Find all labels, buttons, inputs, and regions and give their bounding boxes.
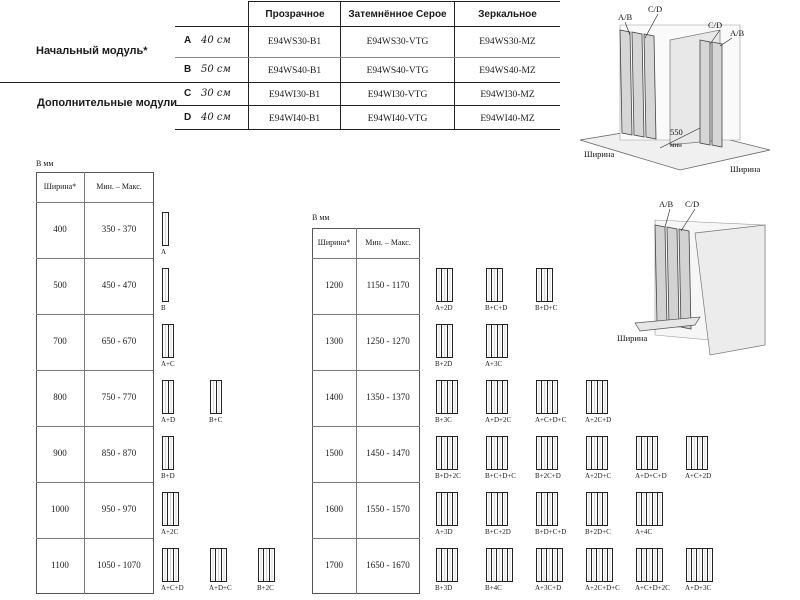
diagram2-label-cd: C/D <box>685 199 700 209</box>
panel-config-label: A+2D <box>435 304 453 312</box>
panel-segment <box>163 213 168 245</box>
panel-segment <box>498 269 502 301</box>
code-d-mirror: E94WI40-MZ <box>480 114 535 124</box>
left-table-frame <box>36 172 154 594</box>
panel-config-label: B+4C <box>485 584 502 592</box>
panel-segment <box>553 437 557 469</box>
left-table-cell-width: 800 <box>53 392 67 402</box>
panel-config-icon <box>436 268 453 302</box>
panel-config-label: B+D+C+D <box>535 528 567 536</box>
panel-segment <box>169 381 174 413</box>
panel-segment <box>163 269 168 301</box>
panel-config-icon <box>436 380 458 414</box>
panel-config-label: B+C+D+C <box>485 472 516 480</box>
diagram-width-label-2: Ширина <box>730 164 761 174</box>
panel-config-icon <box>162 492 179 526</box>
left-table-cell-range: 650 - 670 <box>101 336 137 346</box>
panel-config-label: A+D+C+D <box>635 472 667 480</box>
panel-config-icon <box>536 268 553 302</box>
module-letter-c: C <box>184 88 192 99</box>
panel-segment <box>503 437 507 469</box>
panel-config-label: A+C+2D <box>685 472 712 480</box>
panel-config-icon <box>586 548 613 582</box>
module-size-a: 40 см <box>201 35 231 46</box>
panel-config-icon <box>210 548 227 582</box>
panel-config-icon <box>486 268 503 302</box>
panel-segment <box>553 493 557 525</box>
code-a-clear: E94WS30-B1 <box>267 37 322 47</box>
panel-config-icon <box>486 324 508 358</box>
panel-config-label: A+3C+D <box>535 584 562 592</box>
left-table-cell-range: 350 - 370 <box>101 224 137 234</box>
right-table-cell-range: 1250 - 1270 <box>366 336 410 346</box>
panel-segment <box>169 437 174 469</box>
right-table-cell-width: 1700 <box>325 560 343 570</box>
code-a-mirror: E94WS30-MZ <box>479 37 536 47</box>
panel-config-icon <box>162 380 174 414</box>
panel-segment <box>658 493 662 525</box>
left-table-cell-range: 750 - 770 <box>101 392 137 402</box>
panel-config-label: A+3D <box>435 528 453 536</box>
panel-config-icon <box>586 492 608 526</box>
panel-config-label: B+2C <box>257 584 274 592</box>
panel-config-icon <box>536 548 563 582</box>
left-table-header-width: Ширина* <box>43 182 77 191</box>
left-table-cell-width: 1000 <box>51 504 69 514</box>
panel-segment <box>217 381 222 413</box>
right-table-cell-range: 1650 - 1670 <box>366 560 410 570</box>
panel-config-label: B <box>161 304 166 312</box>
panel-segment <box>448 325 452 357</box>
panel-segment <box>453 437 457 469</box>
code-c-mirror: E94WI30-MZ <box>480 90 535 100</box>
panel-config-label: A+C+D+2C <box>635 584 670 592</box>
panel-config-label: B+3C <box>435 416 452 424</box>
column-header-mirror: Зеркальное <box>478 9 537 20</box>
panel-config-label: A+C+D+C <box>535 416 567 424</box>
panel-config-label: B+2D <box>435 360 453 368</box>
panel-segment <box>503 493 507 525</box>
panel-config-label: B+3D <box>435 584 453 592</box>
module-letter-a: A <box>184 35 192 46</box>
panel-config-icon <box>162 212 169 246</box>
panel-segment <box>508 549 512 581</box>
panel-config-icon <box>258 548 275 582</box>
code-c-clear: E94WI30-B1 <box>268 90 321 100</box>
module-letter-d: D <box>184 112 192 123</box>
group-label-extra-modules: Дополнительные модули <box>37 97 178 109</box>
diagram-width-label: Ширина <box>584 149 615 159</box>
panel-segment <box>603 381 607 413</box>
left-table-cell-width: 400 <box>53 224 67 234</box>
panel-segment <box>708 549 712 581</box>
right-table-frame <box>312 228 420 594</box>
left-table-cell-width: 500 <box>53 280 67 290</box>
diagram2-width-label: Ширина <box>617 333 648 343</box>
panel-segment <box>503 325 507 357</box>
panel-segment <box>174 493 178 525</box>
panel-config-icon <box>686 548 713 582</box>
diagram-label-ab: A/B <box>618 12 633 22</box>
right-table-cell-range: 1350 - 1370 <box>366 392 410 402</box>
panel-segment <box>169 325 174 357</box>
panel-segment <box>503 381 507 413</box>
panel-segment <box>453 493 457 525</box>
code-c-tinted: E94WI30-VTG <box>367 90 428 100</box>
panel-config-label: A+D <box>161 416 176 424</box>
panel-config-label: B+D+2C <box>435 472 461 480</box>
panel-segment <box>453 549 457 581</box>
panel-segment <box>558 549 562 581</box>
code-b-tinted: E94WS40-VTG <box>366 66 429 76</box>
diagram-label-ab-2: A/B <box>730 28 745 38</box>
left-table-cell-range: 450 - 470 <box>101 280 137 290</box>
panel-config-label: B+D+C <box>535 304 558 312</box>
left-table-cell-width: 700 <box>53 336 67 346</box>
panel-segment <box>453 381 457 413</box>
panel-config-icon <box>586 436 608 470</box>
module-letter-b: B <box>184 64 192 75</box>
shower-diagram-top <box>570 0 800 180</box>
panel-config-label: A+2C+D <box>585 416 612 424</box>
code-b-clear: E94WS40-B1 <box>267 66 322 76</box>
left-table-cell-range: 850 - 870 <box>101 448 137 458</box>
panel-config-icon <box>162 436 174 470</box>
panel-config-label: B+D <box>161 472 175 480</box>
panel-config-label: B+C+D <box>485 304 508 312</box>
panel-config-label: B+C+2D <box>485 528 511 536</box>
panel-config-icon <box>586 380 608 414</box>
panel-config-icon <box>636 548 663 582</box>
panel-segment <box>270 549 274 581</box>
panel-config-icon <box>436 436 458 470</box>
panel-segment <box>608 549 612 581</box>
panel-segment <box>548 269 552 301</box>
code-d-clear: E94WI40-B1 <box>268 114 321 124</box>
panel-config-label: A+C+D <box>161 584 184 592</box>
right-table-cell-width: 1400 <box>325 392 343 402</box>
panel-config-icon <box>436 492 458 526</box>
left-table-cell-width: 1100 <box>51 560 69 570</box>
panel-config-label: A+3C <box>485 360 503 368</box>
right-table-cell-width: 1200 <box>325 280 343 290</box>
panel-config-label: A+2C+D+C <box>585 584 620 592</box>
right-table-cell-range: 1550 - 1570 <box>366 504 410 514</box>
panel-segment <box>603 493 607 525</box>
left-table-unit: В мм <box>36 159 54 168</box>
panel-config-icon <box>486 492 508 526</box>
left-table-cell-width: 900 <box>53 448 67 458</box>
left-table-cell-range: 950 - 970 <box>101 504 137 514</box>
right-table-header-range: Мин. – Макс. <box>365 238 411 247</box>
panel-segment <box>448 269 452 301</box>
diagram-dim-value: 550 <box>670 127 683 137</box>
panel-config-icon <box>536 436 558 470</box>
group-label-start-module: Начальный модуль* <box>36 45 148 57</box>
right-table-cell-width: 1600 <box>325 504 343 514</box>
panel-config-label: A+D+2C <box>485 416 512 424</box>
panel-config-icon <box>636 492 663 526</box>
modules-table <box>0 0 560 132</box>
panel-config-label: B+C <box>209 416 223 424</box>
panel-config-label: A+D+C <box>209 584 232 592</box>
diagram-label-cd-2: C/D <box>708 20 723 30</box>
panel-config-icon <box>162 268 169 302</box>
panel-config-label: A+4C <box>635 528 653 536</box>
code-b-mirror: E94WS40-MZ <box>479 66 536 76</box>
right-table-cell-width: 1500 <box>325 448 343 458</box>
left-table-header-range: Мин. – Макс. <box>96 182 142 191</box>
panel-segment <box>703 437 707 469</box>
column-header-clear: Прозрачное <box>265 9 325 20</box>
diagram-dim-unit: мин <box>670 141 682 149</box>
column-header-tinted: Затемнённое Серое <box>348 9 447 20</box>
right-table-cell-range: 1450 - 1470 <box>366 448 410 458</box>
panel-config-icon <box>436 548 458 582</box>
right-table-unit: В мм <box>312 213 330 222</box>
right-table-header-width: Ширина* <box>317 238 351 247</box>
panel-segment <box>174 549 178 581</box>
shower-diagram-bottom <box>615 195 775 360</box>
panel-config-icon <box>686 436 708 470</box>
panel-segment <box>658 549 662 581</box>
diagram-label-cd: C/D <box>648 4 663 14</box>
left-table-cell-range: 1050 - 1070 <box>97 560 141 570</box>
panel-config-label: A+2C <box>161 528 179 536</box>
panel-config-icon <box>486 380 508 414</box>
code-d-tinted: E94WI40-VTG <box>367 114 428 124</box>
panel-config-icon <box>486 548 513 582</box>
panel-segment <box>603 437 607 469</box>
panel-config-label: A+D+3C <box>685 584 712 592</box>
right-table-cell-width: 1300 <box>325 336 343 346</box>
panel-segment <box>653 437 657 469</box>
panel-config-label: A+C <box>161 360 175 368</box>
diagram2-label-ab: A/B <box>659 199 674 209</box>
module-size-d: 40 см <box>201 112 231 123</box>
module-size-b: 50 см <box>201 64 231 75</box>
panel-config-icon <box>536 492 558 526</box>
panel-config-label: B+2D+C <box>585 528 611 536</box>
panel-config-label: A <box>161 248 167 256</box>
panel-config-icon <box>636 436 658 470</box>
panel-segment <box>222 549 226 581</box>
panel-config-icon <box>210 380 222 414</box>
module-size-c: 30 см <box>201 88 231 99</box>
panel-config-label: A+2D+C <box>585 472 612 480</box>
right-table-cell-range: 1150 - 1170 <box>366 280 410 290</box>
panel-config-label: B+2C+D <box>535 472 561 480</box>
panel-config-icon <box>536 380 558 414</box>
panel-config-icon <box>486 436 508 470</box>
code-a-tinted: E94WS30-VTG <box>366 37 429 47</box>
panel-segment <box>553 381 557 413</box>
panel-config-icon <box>162 324 174 358</box>
panel-config-icon <box>436 324 453 358</box>
panel-config-icon <box>162 548 179 582</box>
